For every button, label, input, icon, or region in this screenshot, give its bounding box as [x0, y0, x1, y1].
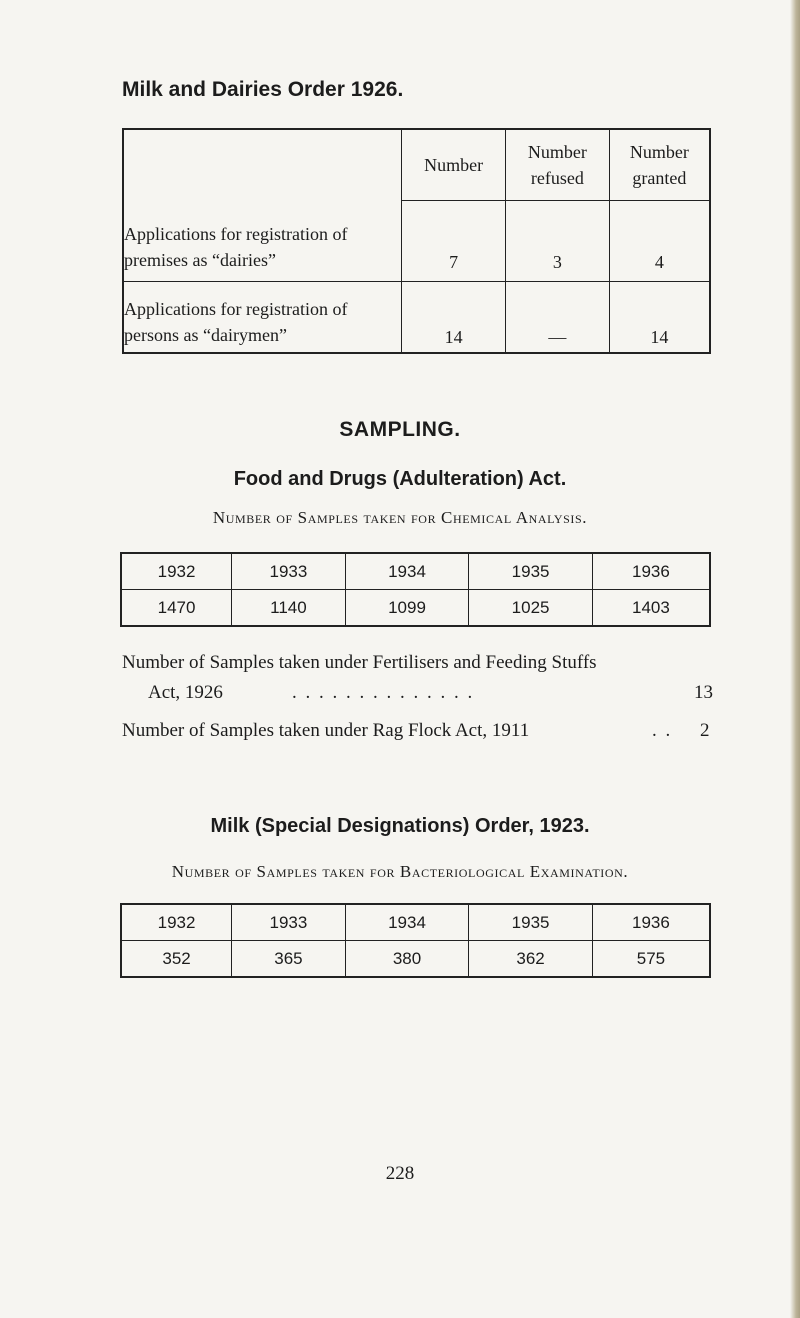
fertilisers-text-continued: Act, 1926: [148, 682, 223, 703]
year-cell: 1935: [469, 904, 593, 941]
value-cell: 1140: [232, 590, 346, 627]
value-cell: 380: [345, 941, 469, 978]
fertilisers-count: 13: [694, 682, 713, 703]
table-row: [123, 282, 710, 354]
year-cell: 1936: [592, 904, 710, 941]
cell-granted: 4: [609, 201, 710, 282]
cell-granted: 14: [609, 282, 710, 354]
value-cell: 1025: [469, 590, 593, 627]
value-cell: 1403: [592, 590, 710, 627]
table-row: [121, 590, 710, 627]
table-row: [123, 201, 710, 282]
bacteriological-subtitle: Number of Samples taken for Bacteriological Examination.: [171, 862, 629, 881]
sampling-heading: SAMPLING.: [339, 418, 461, 441]
year-cell: 1934: [345, 553, 469, 590]
cell-refused: 3: [506, 201, 610, 282]
value-cell: 352: [121, 941, 232, 978]
table-corner: [123, 129, 402, 201]
year-cell: 1933: [232, 553, 346, 590]
value-cell: 365: [232, 941, 346, 978]
value-cell: 1099: [345, 590, 469, 627]
year-cell: 1936: [592, 553, 710, 590]
leader-dots: . .: [652, 720, 673, 741]
rag-flock-count: 2: [700, 720, 710, 741]
milk-designations-heading: Milk (Special Designations) Order, 1923.: [210, 815, 590, 837]
page-title: Milk and Dairies Order 1926.: [122, 78, 404, 101]
rag-flock-text: Number of Samples taken under Rag Flock Act, 1911: [122, 720, 530, 741]
column-header-granted: Number granted: [609, 129, 710, 201]
table-row: [121, 904, 710, 941]
year-cell: 1934: [345, 904, 469, 941]
table-row: [121, 553, 710, 590]
year-cell: 1935: [469, 553, 593, 590]
page-edge-shadow: [790, 0, 800, 1318]
food-drugs-act-heading: Food and Drugs (Adulteration) Act.: [233, 468, 567, 490]
row-label-dairymen: Applications for registration of persons as “dairymen”: [123, 282, 402, 354]
column-header-number: Number: [402, 129, 506, 201]
value-cell: 1470: [121, 590, 232, 627]
cell-number: 7: [402, 201, 506, 282]
leader-dots: . . . . . . . . . . . . . .: [292, 682, 475, 703]
registration-table: [122, 128, 711, 354]
year-cell: 1933: [232, 904, 346, 941]
fertilisers-text: Number of Samples taken under Fertilisers and Feeding Stuffs: [122, 652, 597, 673]
bacteriological-table: [120, 903, 711, 978]
value-cell: 362: [469, 941, 593, 978]
table-row: [121, 941, 710, 978]
cell-refused: —: [506, 282, 610, 354]
column-header-refused: Number refused: [506, 129, 610, 201]
year-cell: 1932: [121, 553, 232, 590]
page-number: 228: [385, 1163, 415, 1184]
chemical-analysis-subtitle: Number of Samples taken for Chemical Analysis.: [212, 508, 588, 527]
cell-number: 14: [402, 282, 506, 354]
value-cell: 575: [592, 941, 710, 978]
chemical-analysis-table: [120, 552, 711, 627]
year-cell: 1932: [121, 904, 232, 941]
row-label-dairies: Applications for registration of premises as “dairies”: [123, 201, 402, 282]
